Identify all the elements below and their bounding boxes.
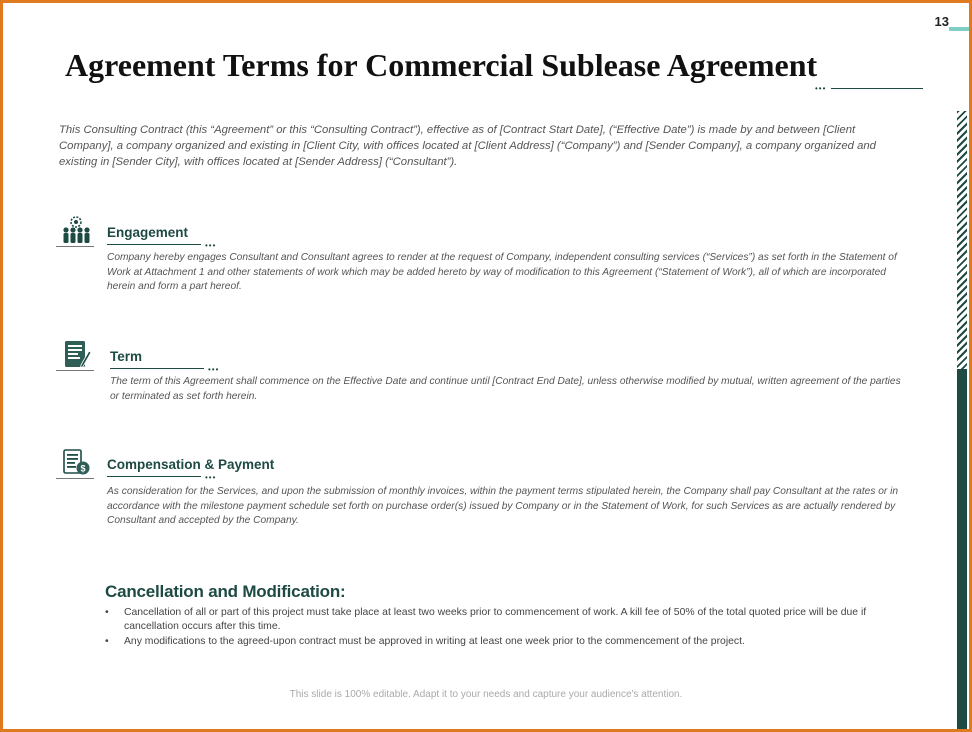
title-dots: ••• <box>815 84 827 93</box>
intro-paragraph: This Consulting Contract (this “Agreement” or this “Consulting Contract”), effective as of [Contract Start Date], (“Effective Date”) is made by and between [Client Company], a company organized and existing in [Client City, with offices located at [Client Address] (“Company”) and [Sender Company], a company organized and existing in [Sender City], with offices located at [Sender Address] (“Consultant”). <box>59 124 876 168</box>
section-dots: ••• <box>208 365 220 374</box>
section-rule <box>107 244 201 245</box>
section-heading-term: Term <box>110 349 143 364</box>
section-body-compensation: As consideration for the Services, and upon the submission of monthly invoices, within the payment terms stipulated herein, the Company shall pay Consultant at the rates or in accordance with the milestone payment schedule set forth on purchase order(s) issued by Company or in the Statement of Work, for such Services as are actually rendered by Consultant and accepted by the Company. <box>107 486 899 526</box>
section-body-engagement: Company hereby engages Consultant and Consultant agrees to render at the request of Company, independent consulting services (“Services”) as set forth in the Statement of Work at Attachment 1 and other statements of work which may be added hereto by way of modification to this Agreement (“Statement of Work”), all of which are incorporated herein and form a part hereof. <box>107 252 897 292</box>
section-icon-underline <box>56 246 94 247</box>
payment-document-icon <box>59 446 93 480</box>
bullet-marker: • <box>105 607 109 618</box>
svg-text:$: $ <box>80 463 86 474</box>
list-item <box>105 606 905 633</box>
section-dots: ••• <box>205 241 217 250</box>
cancellation-heading: Cancellation and Modification: <box>105 582 346 601</box>
right-bar-decoration <box>957 369 967 729</box>
team-gear-icon <box>59 214 93 248</box>
section-rule <box>107 476 201 477</box>
right-stripes-decoration <box>957 111 967 369</box>
section-heading-compensation: Compensation & Payment <box>107 457 275 472</box>
cancellation-bullet-list <box>105 606 905 651</box>
section-icon-underline <box>56 370 94 371</box>
list-item <box>105 635 905 649</box>
section-icon-underline <box>56 478 94 479</box>
slide-title: Agreement Terms for Commercial Sublease Agreement <box>65 47 818 83</box>
section-body-term: The term of this Agreement shall commence on the Effective Date and continue until [Contract End Date], unless otherwise modified by mutual, written agreement of the parties or terminated as set forth herein. <box>110 376 901 402</box>
bullet-marker: • <box>105 636 109 647</box>
corner-accent <box>949 27 969 31</box>
section-heading-engagement: Engagement <box>107 225 189 240</box>
document-pen-icon <box>59 338 93 372</box>
bullet-text: Cancellation of all or part of this project must take place at least two weeks prior to commencement of work. A kill fee of 50% of the total quoted price will be due if cancellation occurs after this time. <box>124 607 867 632</box>
slide <box>3 3 969 729</box>
page-number: 13 <box>934 14 949 29</box>
title-underline <box>831 88 923 89</box>
section-rule <box>110 368 204 369</box>
footer-note: This slide is 100% editable. Adapt it to your needs and capture your audience's attention. <box>289 689 683 700</box>
section-dots: ••• <box>205 473 217 482</box>
bullet-text: Any modifications to the agreed-upon contract must be approved in writing at least one week prior to the commencement of the project. <box>124 636 745 647</box>
